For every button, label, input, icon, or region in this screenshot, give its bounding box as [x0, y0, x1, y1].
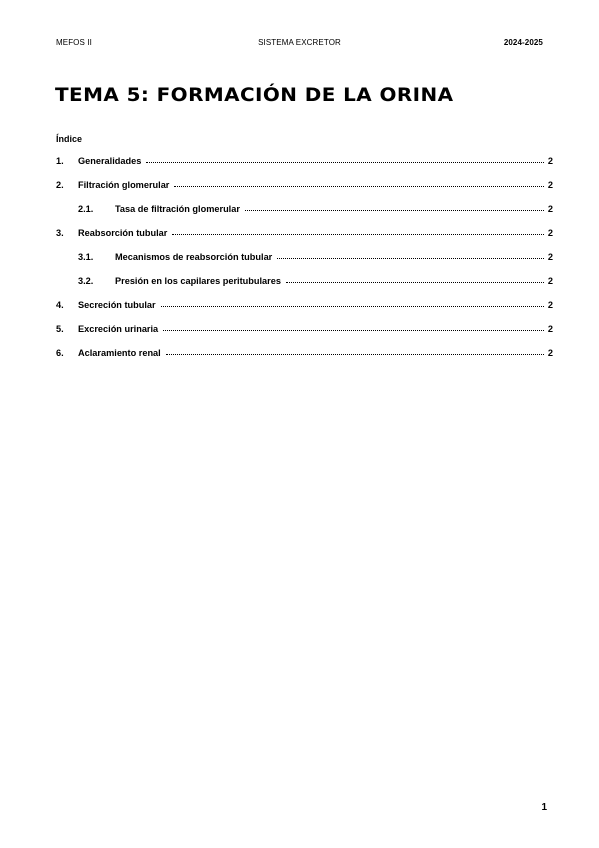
- toc-heading: Índice: [56, 134, 83, 144]
- toc-entry-label: Reabsorción tubular: [78, 228, 168, 238]
- toc-leader-dots: [174, 178, 543, 188]
- toc-entry-number: 2.1.: [78, 204, 94, 214]
- toc-entry-3[interactable]: [56, 226, 553, 240]
- toc-leader-dots: [161, 298, 544, 308]
- toc-entry-2[interactable]: [56, 178, 553, 192]
- toc-entry-label: Filtración glomerular: [78, 180, 170, 190]
- toc-entry-number: 5.: [56, 324, 64, 334]
- toc-entry-1[interactable]: [56, 154, 553, 168]
- header-year: 2024-2025: [503, 38, 543, 47]
- toc-leader-dots: [277, 250, 544, 260]
- toc-entry-label: Presión en los capilares peritubulares: [115, 276, 281, 286]
- toc-leader-dots: [163, 322, 544, 332]
- toc-entry-4[interactable]: [56, 298, 553, 312]
- toc-leader-dots: [146, 154, 544, 164]
- toc-entry-page: 2: [547, 252, 553, 262]
- toc-entry-number: 6.: [56, 348, 64, 358]
- toc-entry-number: 2.: [56, 180, 64, 190]
- toc-entry-label: Aclaramiento renal: [78, 348, 161, 358]
- toc-entry-page: 2: [547, 156, 553, 166]
- toc-entry-6[interactable]: [56, 346, 553, 360]
- toc-entry-3-2[interactable]: [56, 274, 553, 288]
- header-subject: SISTEMA EXCRETOR: [258, 38, 341, 47]
- toc-entry-3-1[interactable]: [56, 250, 553, 264]
- toc-leader-dots: [172, 226, 544, 236]
- toc-entry-label: Excreción urinaria: [78, 324, 159, 334]
- toc-entry-label: Secreción tubular: [78, 300, 156, 310]
- toc-entry-number: 3.1.: [78, 252, 94, 262]
- document-title: TEMA 5: FORMACIÓN DE LA ORINA: [55, 84, 454, 106]
- toc-entry-2-1[interactable]: [56, 202, 553, 216]
- toc-entry-page: 2: [547, 348, 553, 358]
- toc-entry-number: 1.: [56, 156, 64, 166]
- toc-entry-label: Mecanismos de reabsorción tubular: [115, 252, 273, 262]
- toc-entry-number: 3.2.: [78, 276, 94, 286]
- toc-entry-page: 2: [547, 180, 553, 190]
- toc-entry-page: 2: [547, 324, 553, 334]
- toc-leader-dots: [166, 346, 544, 356]
- toc-entry-number: 3.: [56, 228, 64, 238]
- toc-entry-label: Generalidades: [78, 156, 142, 166]
- toc-entry-5[interactable]: [56, 322, 553, 336]
- toc-entry-label: Tasa de filtración glomerular: [115, 204, 240, 214]
- toc-entry-page: 2: [547, 300, 553, 310]
- toc-entry-page: 2: [547, 228, 553, 238]
- toc-entry-page: 2: [547, 276, 553, 286]
- toc-leader-dots: [245, 202, 544, 212]
- toc-leader-dots: [286, 274, 544, 284]
- toc-entry-number: 4.: [56, 300, 64, 310]
- header-course: MEFOS II: [56, 38, 92, 47]
- page-number: 1: [541, 802, 547, 813]
- toc-entry-page: 2: [547, 204, 553, 214]
